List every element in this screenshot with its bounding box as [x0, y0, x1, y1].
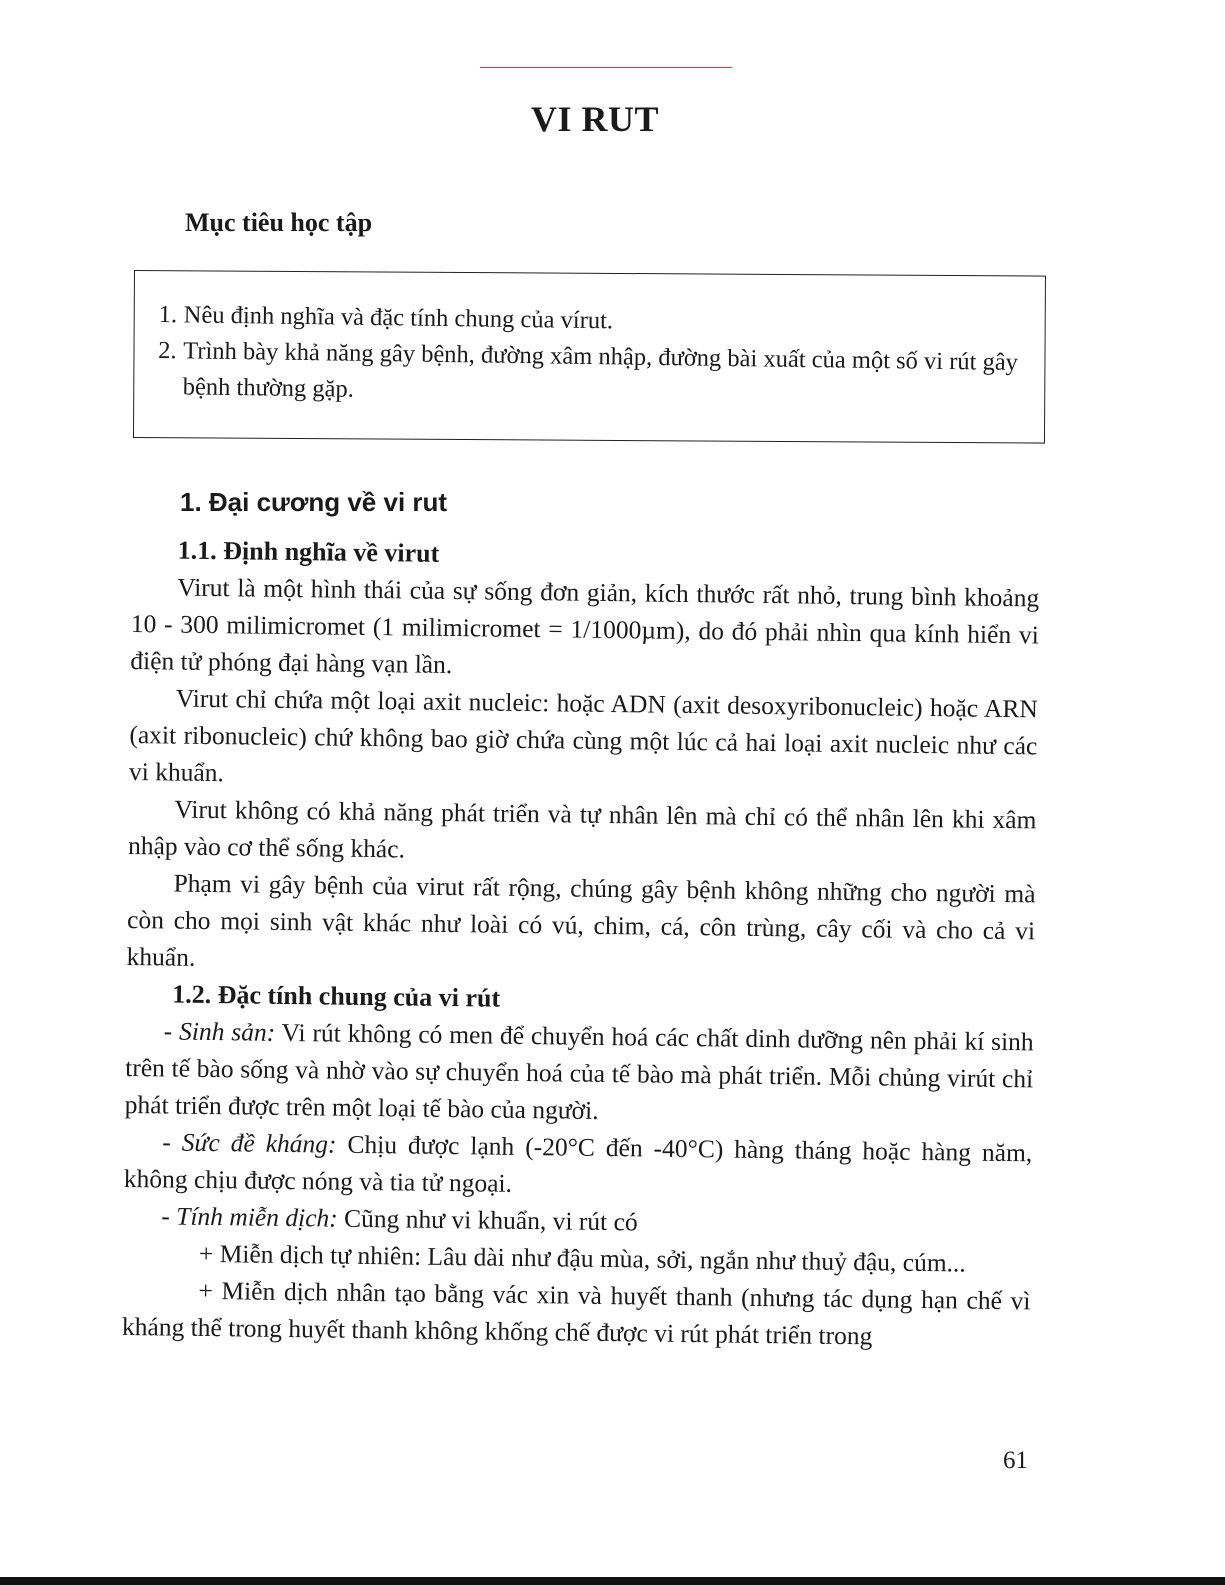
subsection-heading: 1.2. Đặc tính chung của vi rút — [172, 979, 501, 1013]
section-heading: 1. Đại cương về vi rut — [180, 487, 448, 517]
reproduction-paragraph — [125, 1012, 1034, 1134]
paragraph: Virut không có khả năng phát triển và tự nhân lên mà chỉ có thể nhân lên khi xâm nhập vào cơ thể sống khác. — [127, 794, 1037, 864]
objective-text: Nêu định nghĩa và đặc tính chung của vírut. — [183, 301, 614, 335]
paragraph: Virut chỉ chứa một loại axit nucleic: hoặc ADN (axit desoxyribonucleic) hoặc ARN (axit ribonucleic) chứ không bao giờ chứa cùng một lúc cả hai loại axit nucleic như các vi khuẩn. — [128, 683, 1039, 788]
resistance-label: - Sức đề kháng: — [162, 1127, 337, 1159]
subsection-heading: 1.1. Định nghĩa về virut — [177, 535, 440, 568]
resistance-text: Chịu được lạnh (-20°C đến -40°C) hàng tháng hoặc hàng năm, không chịu được nóng và tia tử ngoại. — [123, 1129, 1033, 1198]
reproduction-text: Vi rút không có men để chuyển hoá các chất dinh dưỡng nên phải kí sinh trên tế bào sống và nhờ vào sự chuyển hoá của tế bào mà phát triển. Mỗi chủng virút chỉ phát triển được trên một loại tế bào của người. — [124, 1017, 1034, 1125]
objective-number: 2. — [158, 336, 177, 365]
immunity-text: Cũng như vi khuẩn, vi rút có — [343, 1203, 638, 1237]
objectives-list — [157, 297, 1038, 417]
objective-number: 1. — [158, 300, 178, 329]
immunity-point: + Miễn dịch tự nhiên: Lâu dài như đậu mùa, sởi, ngắn như thuỷ đậu, cúm... — [198, 1238, 966, 1278]
top-decorative-rule — [480, 67, 732, 68]
paragraph: Phạm vi gây bệnh của virut rất rộng, chúng gây bệnh không những cho người mà còn cho mọi sinh vật khác như loài có vú, chim, cá, côn trùng, cây cối và cho cả vi khuẩn. — [126, 868, 1036, 972]
page-number: 61 — [1003, 1447, 1028, 1474]
bottom-scan-edge — [0, 1577, 1225, 1585]
resistance-paragraph — [124, 1123, 1033, 1208]
objectives-title: Mục tiêu học tập — [185, 208, 373, 237]
objective-text: Trình bày khả năng gây bệnh, đường xâm nhập, đường bài xuất của một số vi rút gây bệnh thường gặp. — [182, 337, 1019, 403]
chapter-title: VI RUT — [530, 99, 659, 139]
immunity-label: - Tính miễn dịch: — [161, 1201, 338, 1233]
main-content — [122, 531, 1040, 1356]
reproduction-label: - Sinh sản: — [163, 1016, 276, 1047]
paragraph: Virut là một hình thái của sự sống đơn giản, kích thước rất nhỏ, trung bình khoảng 10 - 300 milimicromet (1 milimicromet = 1/1000µm), do đó phải nhìn qua kính hiển vi điện tử phóng đại hàng vạn lần. — [130, 572, 1040, 680]
objective-item — [157, 333, 1038, 417]
immunity-point: + Miễn dịch nhân tạo bằng vác xin và huyết thanh (nhưng tác dụng hạn chế vì kháng thể trong huyết thanh không khống chế được vi rút phát triển trong — [121, 1275, 1031, 1351]
